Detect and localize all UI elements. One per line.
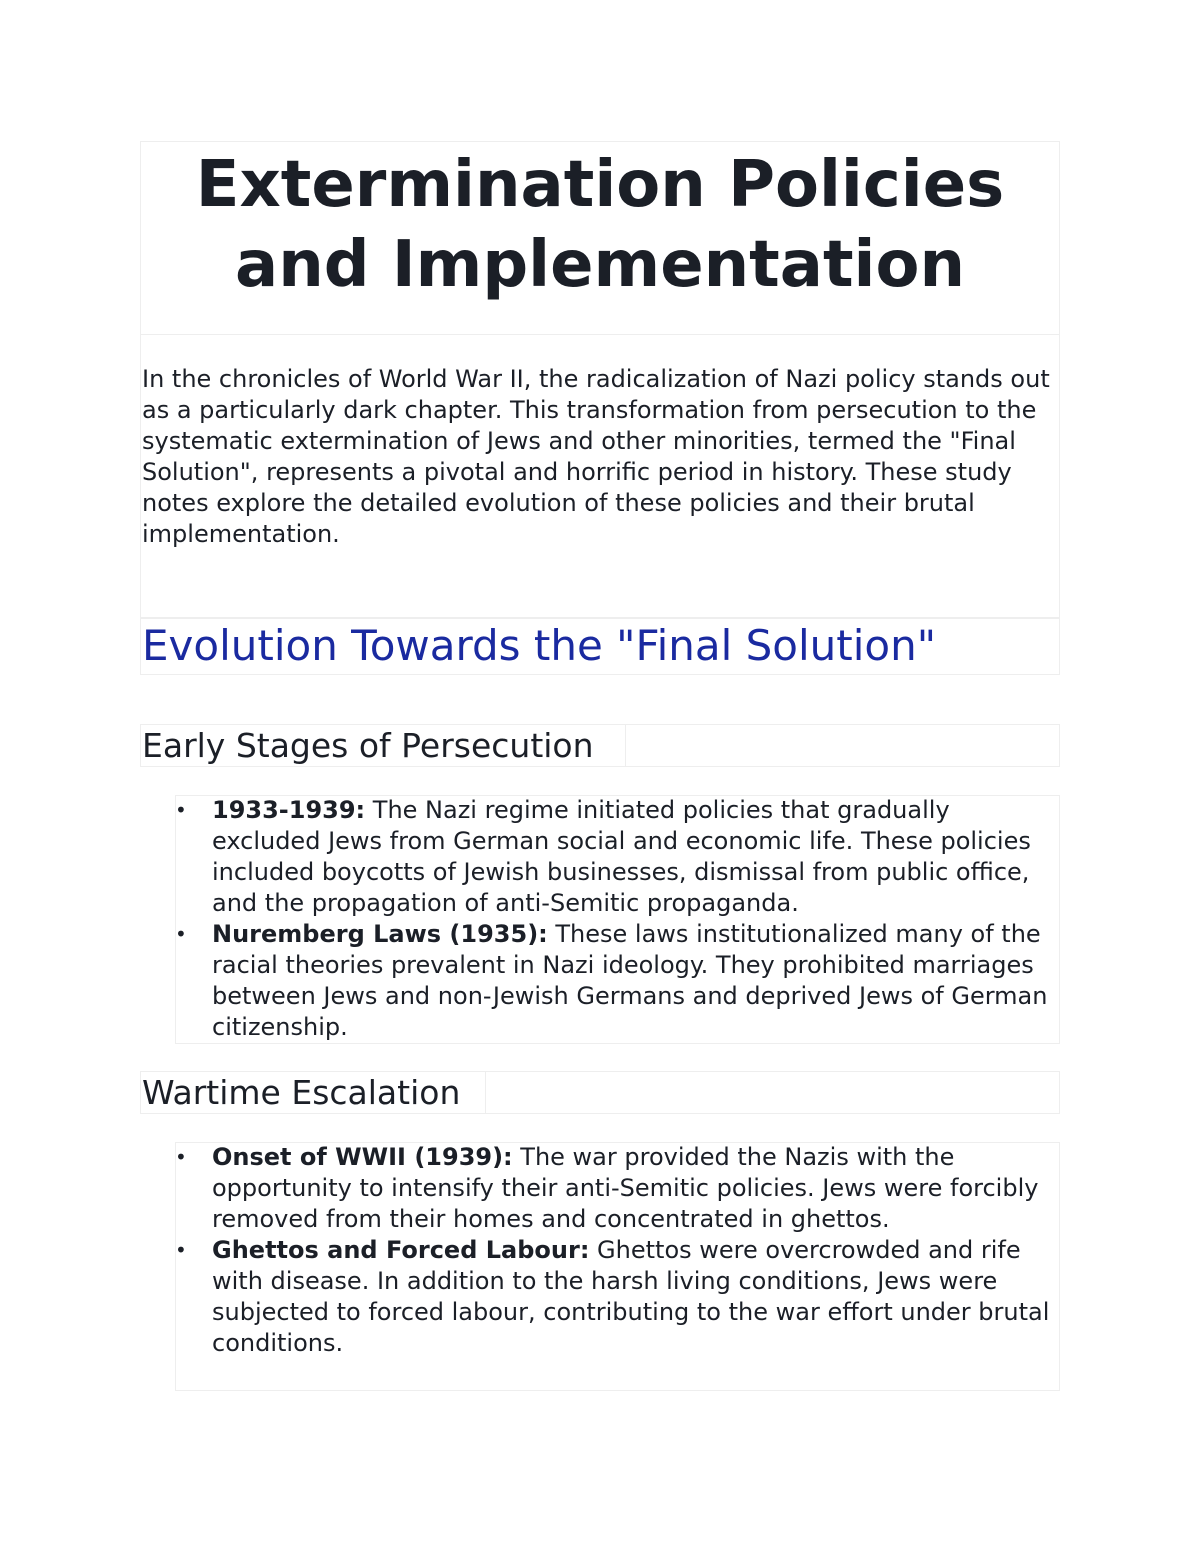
document-title [141,142,1059,305]
bullet-icon: • [175,1238,187,1262]
list-item [175,919,1060,1043]
list-item [175,1142,1060,1235]
section-heading-block [140,618,1045,675]
bullet-icon: • [175,1145,187,1169]
subsection-heading-early-stages: Early Stages of Persecution [142,726,594,765]
subsection-heading-wartime-escalation: Wartime Escalation [142,1073,461,1112]
bullet-icon: • [175,922,187,946]
intro-paragraph: In the chronicles of World War II, the radicalization of Nazi policy stands out as a particularly dark chapter. This transformation from persecution to the systematic extermination of Jews and other minorities, termed the "Final Solution", represents a pivotal and horrific period in history. These study notes explore the detailed evolution of these policies and their brutal implementation. [142,365,1050,548]
list-item-text: The Nazi regime initiated policies that gradually excluded Jews from German social and economic life. These policies included boycotts of Jewish businesses, dismissal from public office, and the propagation of anti-Semitic propaganda. [212,796,1031,917]
list-item-term: Ghettos and Forced Labour: [212,1236,590,1264]
list-item [175,795,1060,919]
list-item [175,1235,1060,1359]
list-item-text: The war provided the Nazis with the opportunity to intensify their anti-Semitic policies. Jews were forcibly removed from their homes and concentrated in ghettos. [212,1143,1039,1233]
section-heading: Evolution Towards the "Final Solution" [142,621,937,670]
list-item-term: Onset of WWII (1939): [212,1143,513,1171]
list-item-text: These laws institutionalized many of the racial theories prevalent in Nazi ideology. They prohibited marriages between Jews and non-Jewish Germans and deprived Jews of German citizenship. [212,920,1048,1041]
title-line-2: and Implementation [235,228,965,302]
list-item-text: Ghettos were overcrowded and rife with disease. In addition to the harsh living conditions, Jews were subjected to forced labour, contributing to the war effort under brutal conditions. [212,1236,1050,1357]
wartime-escalation-list [175,1142,1060,1359]
list-item-term: Nuremberg Laws (1935): [212,920,548,948]
bullet-icon: • [175,798,187,822]
list-item-term: 1933-1939: [212,796,366,824]
early-stages-list [175,795,1060,1043]
title-block [140,141,1060,335]
title-line-1: Extermination Policies [195,148,1005,222]
